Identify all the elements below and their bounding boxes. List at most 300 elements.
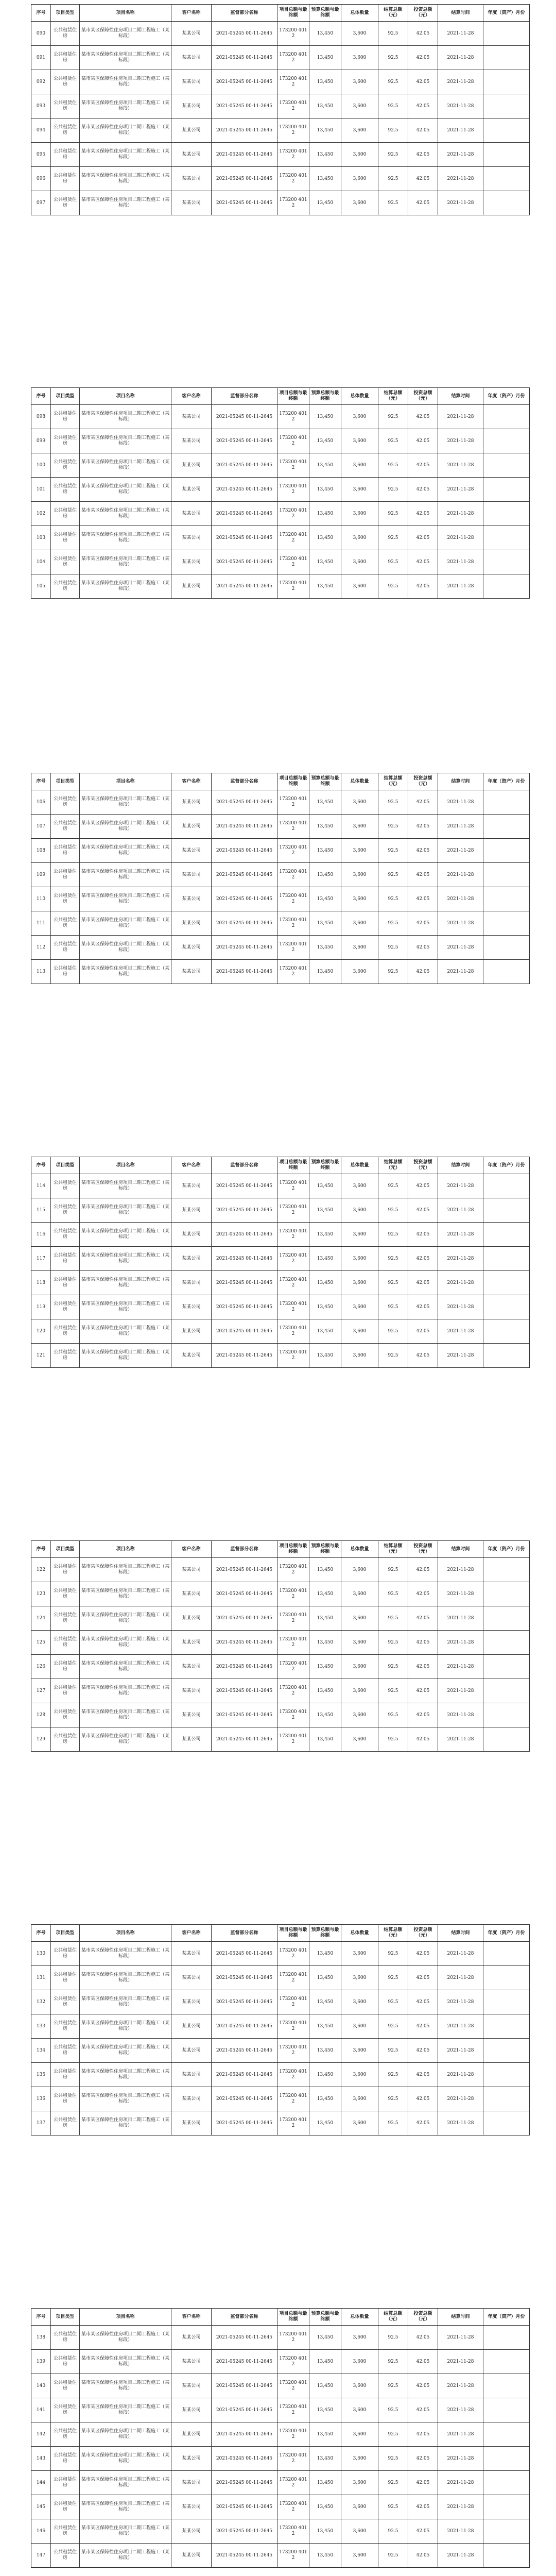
table-cell: 3,600 — [341, 2111, 378, 2136]
table-cell: 某市某区保障性住房项目二期工程施工（某标段） — [80, 1679, 171, 1703]
table-cell-empty — [483, 1271, 530, 1295]
table-cell: 3,600 — [341, 429, 378, 453]
table-cell: 2021-11-28 — [438, 1198, 483, 1223]
column-header: 项目类型 — [51, 5, 80, 22]
table-cell: 42.05 — [408, 453, 438, 478]
table-cell: 13,450 — [309, 960, 341, 984]
column-header: 监督部分名称 — [212, 388, 277, 405]
table-cell: 2021-05245 00-11-2645 — [212, 1271, 277, 1295]
table-cell: 3,600 — [341, 2350, 378, 2374]
table-cell: 3,600 — [341, 1558, 378, 1582]
table-cell: 173200 4012 — [277, 1966, 309, 1990]
table-cell: 公共租赁住房 — [51, 790, 80, 815]
table-cell: 公共租赁住房 — [51, 2471, 80, 2495]
table-cell: 某某公司 — [171, 936, 212, 960]
table-cell: 13,450 — [309, 1703, 341, 1727]
table-cell: 2021-05245 00-11-2645 — [212, 1990, 277, 2014]
table-cell: 42.05 — [408, 1344, 438, 1368]
table-cell: 2021-11-28 — [438, 94, 483, 118]
table-cell: 92.5 — [378, 2350, 408, 2374]
table-cell: 某市某区保障性住房项目二期工程施工（某标段） — [80, 1655, 171, 1679]
table-row — [31, 1655, 530, 1679]
table-cell: 某市某区保障性住房项目二期工程施工（某标段） — [80, 429, 171, 453]
table-cell: 121 — [31, 1344, 51, 1368]
table-cell: 公共租赁住房 — [51, 2374, 80, 2398]
table-cell: 13,450 — [309, 2495, 341, 2519]
column-header: 项目名称 — [80, 773, 171, 790]
table-cell: 92.5 — [378, 2495, 408, 2519]
table-cell: 2021-11-28 — [438, 1990, 483, 2014]
table-cell: 2021-05245 00-11-2645 — [212, 191, 277, 215]
table-cell: 某某公司 — [171, 2087, 212, 2111]
table-cell: 3,600 — [341, 2014, 378, 2039]
table-cell-empty — [483, 2374, 530, 2398]
table-cell: 13,450 — [309, 143, 341, 167]
table-cell: 13,450 — [309, 405, 341, 429]
table-cell: 093 — [31, 94, 51, 118]
table-cell: 某市某区保障性住房项目二期工程施工（某标段） — [80, 2544, 171, 2568]
table-cell: 173200 4012 — [277, 1942, 309, 1966]
table-cell: 13,450 — [309, 1582, 341, 1606]
table-cell: 2021-11-28 — [438, 191, 483, 215]
table-row — [31, 94, 530, 118]
table-header-row — [31, 2309, 530, 2326]
table-cell: 某市某区保障性住房项目二期工程施工（某标段） — [80, 46, 171, 70]
table-cell: 某某公司 — [171, 167, 212, 191]
table-cell: 某市某区保障性住房项目二期工程施工（某标段） — [80, 191, 171, 215]
table-cell-empty — [483, 1966, 530, 1990]
table-cell: 13,450 — [309, 1990, 341, 2014]
table-cell: 13,450 — [309, 1942, 341, 1966]
table-cell-empty — [483, 550, 530, 574]
table-cell: 某市某区保障性住房项目二期工程施工（某标段） — [80, 1319, 171, 1344]
column-header: 项目类型 — [51, 2309, 80, 2326]
table-row — [31, 863, 530, 887]
table-cell: 42.05 — [408, 839, 438, 863]
table-cell: 2021-11-28 — [438, 2039, 483, 2063]
table-cell: 92.5 — [378, 2111, 408, 2136]
table-cell: 42.05 — [408, 1247, 438, 1271]
table-row — [31, 1344, 530, 1368]
table-cell: 2021-11-28 — [438, 2398, 483, 2422]
table-row — [31, 1174, 530, 1198]
table-cell: 13,450 — [309, 1223, 341, 1247]
table-cell: 13,450 — [309, 2471, 341, 2495]
column-header: 项目总额与最终额 — [277, 1541, 309, 1558]
column-header: 客户名称 — [171, 1925, 212, 1942]
table-cell: 92.5 — [378, 2519, 408, 2544]
table-cell-empty — [483, 2447, 530, 2471]
column-header: 项目名称 — [80, 388, 171, 405]
table-cell: 2021-11-28 — [438, 1319, 483, 1344]
table-cell-empty — [483, 2471, 530, 2495]
table-row — [31, 1606, 530, 1631]
table-cell: 某市某区保障性住房项目二期工程施工（某标段） — [80, 2422, 171, 2447]
table-cell: 173200 4012 — [277, 94, 309, 118]
table-cell: 3,600 — [341, 478, 378, 502]
table-cell: 13,450 — [309, 2063, 341, 2087]
table-row — [31, 70, 530, 94]
table-cell: 2021-05245 00-11-2645 — [212, 429, 277, 453]
table-cell: 173200 4012 — [277, 453, 309, 478]
table-cell: 某市某区保障性住房项目二期工程施工（某标段） — [80, 1990, 171, 2014]
table-cell: 2021-11-28 — [438, 1966, 483, 1990]
table-cell: 42.05 — [408, 2374, 438, 2398]
table-cell: 173200 4012 — [277, 1703, 309, 1727]
table-cell: 2021-05245 00-11-2645 — [212, 1582, 277, 1606]
table-cell: 173200 4012 — [277, 1295, 309, 1319]
table-cell: 2021-05245 00-11-2645 — [212, 453, 277, 478]
table-cell: 2021-05245 00-11-2645 — [212, 863, 277, 887]
table-cell: 131 — [31, 1966, 51, 1990]
table-cell: 92.5 — [378, 960, 408, 984]
table-cell: 173200 4012 — [277, 405, 309, 429]
table-cell: 173200 4012 — [277, 1679, 309, 1703]
table-cell-empty — [483, 1558, 530, 1582]
table-cell: 100 — [31, 453, 51, 478]
table-cell: 某市某区保障性住房项目二期工程施工（某标段） — [80, 2111, 171, 2136]
table-cell: 某市某区保障性住房项目二期工程施工（某标段） — [80, 1703, 171, 1727]
table-cell-empty — [483, 1942, 530, 1966]
table-cell: 2021-05245 00-11-2645 — [212, 2350, 277, 2374]
table-cell: 某某公司 — [171, 2544, 212, 2568]
table-cell: 2021-11-28 — [438, 2447, 483, 2471]
table-cell: 公共租赁住房 — [51, 1223, 80, 1247]
table-row — [31, 2471, 530, 2495]
table-cell: 92.5 — [378, 2422, 408, 2447]
table-cell: 某市某区保障性住房项目二期工程施工（某标段） — [80, 118, 171, 143]
table-row — [31, 478, 530, 502]
table-cell: 13,450 — [309, 1198, 341, 1223]
table-cell: 13,450 — [309, 1606, 341, 1631]
table-cell-empty — [483, 936, 530, 960]
table-cell: 42.05 — [408, 2471, 438, 2495]
table-cell-empty — [483, 429, 530, 453]
table-cell: 公共租赁住房 — [51, 1295, 80, 1319]
table-cell: 107 — [31, 815, 51, 839]
table-cell: 公共租赁住房 — [51, 2398, 80, 2422]
table-cell: 92.5 — [378, 167, 408, 191]
table-cell: 公共租赁住房 — [51, 143, 80, 167]
table-cell: 173200 4012 — [277, 1223, 309, 1247]
table-cell: 公共租赁住房 — [51, 1655, 80, 1679]
table-cell: 42.05 — [408, 1319, 438, 1344]
table-cell: 2021-11-28 — [438, 1295, 483, 1319]
table-cell: 92.5 — [378, 1558, 408, 1582]
table-cell: 3,600 — [341, 2447, 378, 2471]
table-cell: 2021-05245 00-11-2645 — [212, 815, 277, 839]
column-header: 预算总额与最终额 — [309, 5, 341, 22]
table-cell: 139 — [31, 2350, 51, 2374]
table-row — [31, 1558, 530, 1582]
table-cell: 某某公司 — [171, 1247, 212, 1271]
table-cell: 92.5 — [378, 839, 408, 863]
table-cell: 92.5 — [378, 1942, 408, 1966]
table-cell: 公共租赁住房 — [51, 1942, 80, 1966]
column-header: 总体数量 — [341, 5, 378, 22]
table-cell: 92.5 — [378, 1703, 408, 1727]
table-cell: 2021-05245 00-11-2645 — [212, 1247, 277, 1271]
table-cell: 42.05 — [408, 1655, 438, 1679]
data-table-page-4 — [31, 1157, 530, 1368]
table-cell: 92.5 — [378, 1223, 408, 1247]
table-cell: 173200 4012 — [277, 2374, 309, 2398]
table-cell: 2021-05245 00-11-2645 — [212, 405, 277, 429]
table-cell: 某市某区保障性住房项目二期工程施工（某标段） — [80, 936, 171, 960]
table-cell: 3,600 — [341, 2422, 378, 2447]
table-cell: 2021-05245 00-11-2645 — [212, 1727, 277, 1752]
table-cell: 173200 4012 — [277, 815, 309, 839]
table-cell: 42.05 — [408, 2111, 438, 2136]
table-cell: 92.5 — [378, 70, 408, 94]
table-cell: 173200 4012 — [277, 574, 309, 599]
table-cell: 92.5 — [378, 22, 408, 46]
table-cell: 13,450 — [309, 191, 341, 215]
table-cell: 某某公司 — [171, 1344, 212, 1368]
table-cell: 2021-11-28 — [438, 167, 483, 191]
table-cell: 某某公司 — [171, 1990, 212, 2014]
table-row — [31, 1247, 530, 1271]
column-header: 项目类型 — [51, 1925, 80, 1942]
table-cell-empty — [483, 2111, 530, 2136]
table-header-row — [31, 773, 530, 790]
table-cell: 2021-11-28 — [438, 143, 483, 167]
table-row — [31, 960, 530, 984]
column-header: 投资总额（元） — [408, 773, 438, 790]
table-cell: 2021-11-28 — [438, 22, 483, 46]
table-row — [31, 429, 530, 453]
table-cell: 92.5 — [378, 1582, 408, 1606]
column-header: 结算时间 — [438, 2309, 483, 2326]
table-cell: 92.5 — [378, 2039, 408, 2063]
table-cell: 173200 4012 — [277, 22, 309, 46]
table-cell: 124 — [31, 1606, 51, 1631]
table-row — [31, 839, 530, 863]
table-row — [31, 1582, 530, 1606]
table-cell: 92.5 — [378, 1679, 408, 1703]
column-header: 总体数量 — [341, 2309, 378, 2326]
table-cell: 3,600 — [341, 887, 378, 911]
table-cell: 2021-05245 00-11-2645 — [212, 1631, 277, 1655]
table-cell: 92.5 — [378, 2326, 408, 2350]
table-cell: 某市某区保障性住房项目二期工程施工（某标段） — [80, 526, 171, 550]
table-cell: 42.05 — [408, 2326, 438, 2350]
table-cell: 公共租赁住房 — [51, 405, 80, 429]
table-cell: 2021-05245 00-11-2645 — [212, 2087, 277, 2111]
table-cell: 13,450 — [309, 1966, 341, 1990]
table-row — [31, 815, 530, 839]
table-row — [31, 167, 530, 191]
table-cell: 098 — [31, 405, 51, 429]
table-cell: 2021-11-28 — [438, 1223, 483, 1247]
table-cell: 42.05 — [408, 1558, 438, 1582]
table-cell-empty — [483, 2039, 530, 2063]
table-cell: 2021-05245 00-11-2645 — [212, 550, 277, 574]
table-cell: 094 — [31, 118, 51, 143]
table-cell-empty — [483, 2495, 530, 2519]
table-cell: 2021-05245 00-11-2645 — [212, 2014, 277, 2039]
table-cell: 173200 4012 — [277, 2326, 309, 2350]
column-header: 项目名称 — [80, 1541, 171, 1558]
table-cell: 3,600 — [341, 936, 378, 960]
table-cell: 某市某区保障性住房项目二期工程施工（某标段） — [80, 1344, 171, 1368]
column-header: 序号 — [31, 1157, 51, 1174]
table-row — [31, 502, 530, 526]
table-row — [31, 1198, 530, 1223]
table-cell-empty — [483, 2544, 530, 2568]
table-cell: 117 — [31, 1247, 51, 1271]
table-header-row — [31, 1925, 530, 1942]
table-cell: 公共租赁住房 — [51, 1703, 80, 1727]
table-cell: 某市某区保障性住房项目二期工程施工（某标段） — [80, 2447, 171, 2471]
table-cell: 3,600 — [341, 1703, 378, 1727]
table-cell: 173200 4012 — [277, 960, 309, 984]
table-cell: 公共租赁住房 — [51, 191, 80, 215]
table-cell: 公共租赁住房 — [51, 526, 80, 550]
table-cell: 92.5 — [378, 1247, 408, 1271]
table-cell: 42.05 — [408, 1295, 438, 1319]
table-cell: 某某公司 — [171, 1271, 212, 1295]
table-cell: 13,450 — [309, 911, 341, 936]
table-cell: 92.5 — [378, 1295, 408, 1319]
table-cell: 2021-11-28 — [438, 118, 483, 143]
table-cell: 某某公司 — [171, 526, 212, 550]
table-cell: 公共租赁住房 — [51, 2544, 80, 2568]
table-cell: 2021-11-28 — [438, 2374, 483, 2398]
table-cell-empty — [483, 2087, 530, 2111]
table-cell: 13,450 — [309, 1319, 341, 1344]
table-cell: 2021-05245 00-11-2645 — [212, 839, 277, 863]
table-cell: 3,600 — [341, 1271, 378, 1295]
table-cell: 13,450 — [309, 2111, 341, 2136]
table-cell: 92.5 — [378, 502, 408, 526]
table-cell: 92.5 — [378, 478, 408, 502]
table-row — [31, 2350, 530, 2374]
table-cell: 2021-05245 00-11-2645 — [212, 478, 277, 502]
table-cell: 144 — [31, 2471, 51, 2495]
table-row — [31, 2039, 530, 2063]
table-cell: 13,450 — [309, 839, 341, 863]
table-cell: 42.05 — [408, 1271, 438, 1295]
table-cell: 101 — [31, 478, 51, 502]
column-header: 项目总额与最终额 — [277, 1925, 309, 1942]
column-header: 投资总额（元） — [408, 5, 438, 22]
table-cell: 2021-11-28 — [438, 839, 483, 863]
table-cell-empty — [483, 2422, 530, 2447]
table-cell: 110 — [31, 887, 51, 911]
table-cell: 92.5 — [378, 887, 408, 911]
table-cell: 某市某区保障性住房项目二期工程施工（某标段） — [80, 1966, 171, 1990]
table-cell: 13,450 — [309, 1655, 341, 1679]
table-cell: 某某公司 — [171, 2063, 212, 2087]
table-cell-empty — [483, 46, 530, 70]
table-cell: 173200 4012 — [277, 1990, 309, 2014]
table-cell: 2021-11-28 — [438, 502, 483, 526]
table-cell: 13,450 — [309, 70, 341, 94]
table-cell: 92.5 — [378, 405, 408, 429]
table-cell: 3,600 — [341, 2374, 378, 2398]
table-cell-empty — [483, 167, 530, 191]
table-cell: 173200 4012 — [277, 526, 309, 550]
table-cell: 92.5 — [378, 2471, 408, 2495]
table-row — [31, 46, 530, 70]
column-header: 监督部分名称 — [212, 1541, 277, 1558]
table-cell: 42.05 — [408, 1198, 438, 1223]
table-cell: 141 — [31, 2398, 51, 2422]
table-row — [31, 2519, 530, 2544]
table-row — [31, 2087, 530, 2111]
table-cell: 公共租赁住房 — [51, 118, 80, 143]
table-cell: 某某公司 — [171, 191, 212, 215]
table-cell: 3,600 — [341, 1655, 378, 1679]
table-cell: 42.05 — [408, 550, 438, 574]
column-header: 结算总额（元） — [378, 1541, 408, 1558]
table-cell-empty — [483, 1295, 530, 1319]
table-cell: 42.05 — [408, 2544, 438, 2568]
column-header: 项目名称 — [80, 1157, 171, 1174]
table-cell: 公共租赁住房 — [51, 1631, 80, 1655]
table-cell: 2021-11-28 — [438, 2471, 483, 2495]
table-cell: 某某公司 — [171, 1582, 212, 1606]
table-cell: 2021-11-28 — [438, 2544, 483, 2568]
table-cell: 42.05 — [408, 429, 438, 453]
table-cell: 3,600 — [341, 1966, 378, 1990]
table-cell: 公共租赁住房 — [51, 1679, 80, 1703]
table-cell-empty — [483, 453, 530, 478]
table-cell: 某某公司 — [171, 2350, 212, 2374]
table-cell: 42.05 — [408, 1223, 438, 1247]
table-cell: 173200 4012 — [277, 863, 309, 887]
table-cell: 2021-05245 00-11-2645 — [212, 2063, 277, 2087]
table-cell: 173200 4012 — [277, 46, 309, 70]
table-cell: 173200 4012 — [277, 2495, 309, 2519]
table-cell: 某市某区保障性住房项目二期工程施工（某标段） — [80, 2519, 171, 2544]
table-cell: 某某公司 — [171, 2326, 212, 2350]
table-cell: 109 — [31, 863, 51, 887]
table-cell: 3,600 — [341, 2326, 378, 2350]
table-cell: 某某公司 — [171, 1319, 212, 1344]
table-cell: 某某公司 — [171, 2014, 212, 2039]
table-cell: 13,450 — [309, 46, 341, 70]
table-cell: 3,600 — [341, 2495, 378, 2519]
table-cell: 42.05 — [408, 1679, 438, 1703]
table-cell: 42.05 — [408, 526, 438, 550]
table-cell: 173200 4012 — [277, 1319, 309, 1344]
column-header: 投资总额（元） — [408, 1157, 438, 1174]
table-cell: 113 — [31, 960, 51, 984]
table-cell: 173200 4012 — [277, 1344, 309, 1368]
table-cell: 2021-11-28 — [438, 887, 483, 911]
table-cell: 2021-05245 00-11-2645 — [212, 46, 277, 70]
table-cell: 3,600 — [341, 960, 378, 984]
column-header: 监督部分名称 — [212, 1925, 277, 1942]
table-cell: 42.05 — [408, 405, 438, 429]
column-header: 总体数量 — [341, 388, 378, 405]
table-cell: 3,600 — [341, 1990, 378, 2014]
table-cell: 42.05 — [408, 2422, 438, 2447]
table-cell: 13,450 — [309, 2519, 341, 2544]
table-cell-empty — [483, 1727, 530, 1752]
column-header: 序号 — [31, 1925, 51, 1942]
table-cell: 119 — [31, 1295, 51, 1319]
table-cell: 某市某区保障性住房项目二期工程施工（某标段） — [80, 2374, 171, 2398]
table-cell: 114 — [31, 1174, 51, 1198]
table-cell: 某市某区保障性住房项目二期工程施工（某标段） — [80, 22, 171, 46]
table-cell-empty — [483, 22, 530, 46]
column-header: 序号 — [31, 773, 51, 790]
table-cell: 2021-11-28 — [438, 2350, 483, 2374]
table-row — [31, 1703, 530, 1727]
